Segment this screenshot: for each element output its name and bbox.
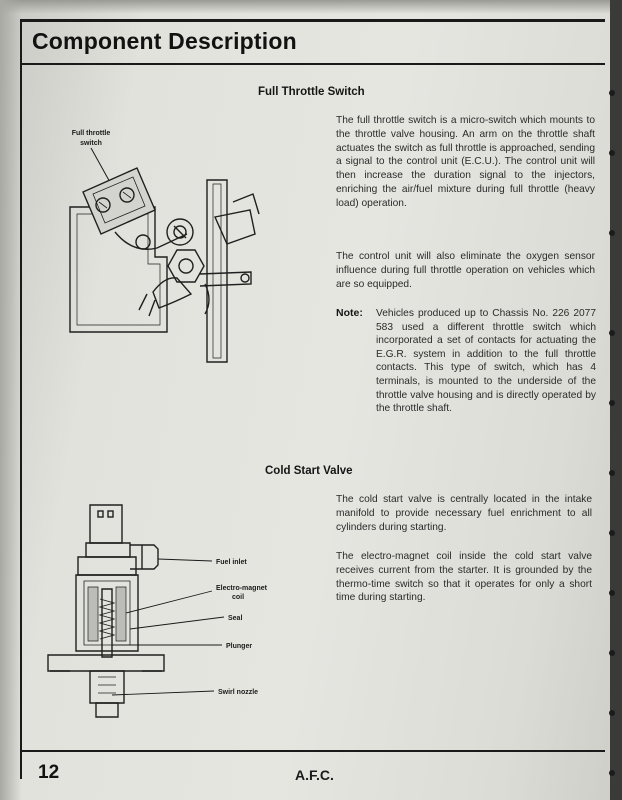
note-label: Note:	[336, 307, 363, 319]
cold-start-valve-diagram	[40, 495, 290, 730]
binder-hole	[609, 150, 615, 156]
page-number: 12	[38, 762, 60, 783]
header-rule-bottom	[20, 63, 605, 65]
binder-hole	[609, 330, 615, 336]
binder-hole	[609, 470, 615, 476]
figure-label-electro-magnet-line1: Electro-magnet	[216, 585, 267, 592]
binder-hole	[609, 590, 615, 596]
cold-start-paragraph-1: The cold start valve is centrally located in the intake manifold to provide necessary fuel enrichment to all cylinders during starting.	[336, 494, 592, 533]
figure-label-seal: Seal	[228, 615, 243, 622]
binder-hole	[609, 770, 615, 776]
figure-label-full-throttle-line1: Full throttle	[71, 130, 111, 137]
page-top-shadow	[0, 0, 610, 14]
cold-start-paragraph-2: The electro-magnet coil inside the cold start valve receives current from the starter. It is grounded by the thermo-time switch so that it operates for only a short time during starting.	[336, 551, 592, 604]
footer-code: A.F.C.	[295, 767, 334, 783]
figure-label-swirl-nozzle: Swirl nozzle	[218, 689, 259, 696]
full-throttle-switch-diagram	[55, 122, 315, 372]
binder-hole	[609, 230, 615, 236]
section-heading-full-throttle-switch: Full Throttle Switch	[258, 86, 365, 98]
binder-hole	[609, 90, 615, 96]
full-throttle-paragraph-1: The full throttle switch is a micro-switch which mounts to the throttle valve housing. An arm on the throttle shaft actuates the switch as full throttle is approached, sending a signal to the control unit (E.C.U.). The control unit will then increase the duration signal to the injectors, enriching the air/fuel mixture during full throttle (heavy load) operation.	[336, 115, 595, 209]
page-left-shading	[0, 0, 22, 800]
note-text: Vehicles produced up to Chassis No. 226 2077 583 used a different throttle switch which incorporated a set of contacts for actuating the E.G.R. system in addition to the full throttle contacts. This type of switch, which has 4 terminals, is mounted to the underside of the throttle valve housing and is directly operated by the throttle shaft.	[376, 308, 596, 415]
figure-label-full-throttle-line2: switch	[80, 140, 102, 147]
footer-rule	[20, 750, 605, 752]
binder-hole	[609, 650, 615, 656]
full-throttle-paragraph-2: The control unit will also eliminate the oxygen sensor influence during full throttle operation on vehicles which are so equipped.	[336, 251, 595, 290]
figure-label-electro-magnet-line2: coil	[232, 594, 245, 601]
figure-label-plunger: Plunger	[226, 643, 253, 650]
header-rule-top	[20, 19, 605, 22]
figure-label-fuel-inlet: Fuel inlet	[216, 559, 247, 566]
binder-hole	[609, 530, 615, 536]
section-heading-cold-start-valve: Cold Start Valve	[265, 465, 353, 477]
left-margin-rule	[20, 19, 22, 779]
binder-holes	[607, 30, 619, 790]
binder-hole	[609, 710, 615, 716]
page-title: Component Description	[32, 28, 297, 54]
binder-hole	[609, 400, 615, 406]
